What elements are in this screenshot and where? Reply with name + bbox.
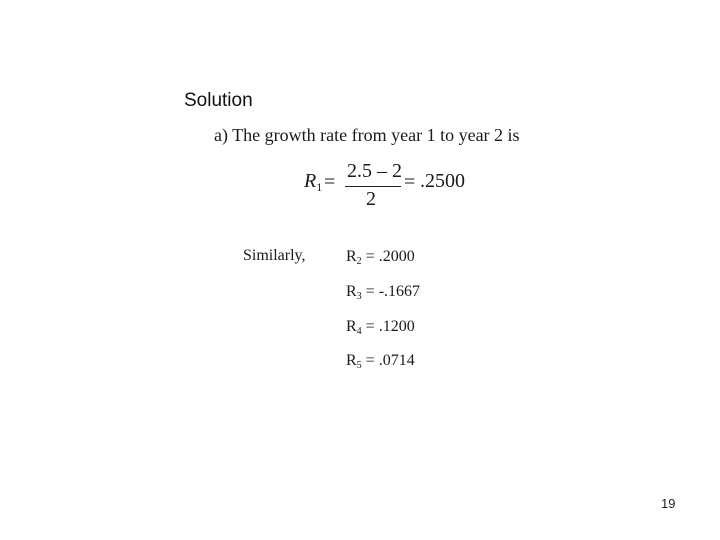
result-symbol: R [346, 283, 357, 300]
fraction-denominator: 2 [366, 188, 376, 210]
equation-variable-symbol: R [304, 170, 317, 192]
page-number: 19 [661, 496, 676, 511]
result-r5 [346, 352, 415, 371]
result-sign: = [365, 352, 375, 369]
result-value: .0714 [378, 352, 415, 369]
result-r2 [346, 248, 415, 267]
result-r3 [346, 283, 420, 302]
slide-heading: Solution [184, 90, 253, 111]
result-r4 [346, 318, 415, 337]
equation-variable-subscript: 1 [316, 180, 323, 194]
equation-result: .2500 [420, 170, 465, 192]
result-value: -.1667 [378, 283, 421, 300]
result-subscript: 2 [356, 256, 362, 267]
equation-variable [304, 170, 322, 195]
similarly-label: Similarly, [243, 247, 306, 264]
result-sign: = [365, 318, 375, 335]
result-value: .1200 [378, 318, 415, 335]
fraction-numerator: 2.5 – 2 [347, 160, 402, 182]
result-sign: = [365, 248, 375, 265]
result-value: .2000 [378, 248, 415, 265]
result-sign: = [365, 283, 375, 300]
equation-equals-sign: = [324, 171, 336, 193]
result-subscript: 4 [356, 326, 362, 337]
result-symbol: R [346, 318, 357, 335]
result-symbol: R [346, 352, 357, 369]
result-symbol: R [346, 248, 357, 265]
fraction-bar [345, 186, 401, 187]
result-subscript: 5 [356, 360, 362, 371]
equation-result-equals-sign: = [404, 171, 416, 193]
result-subscript: 3 [356, 291, 362, 302]
part-a-statement: a) The growth rate from year 1 to year 2 is [214, 125, 520, 145]
